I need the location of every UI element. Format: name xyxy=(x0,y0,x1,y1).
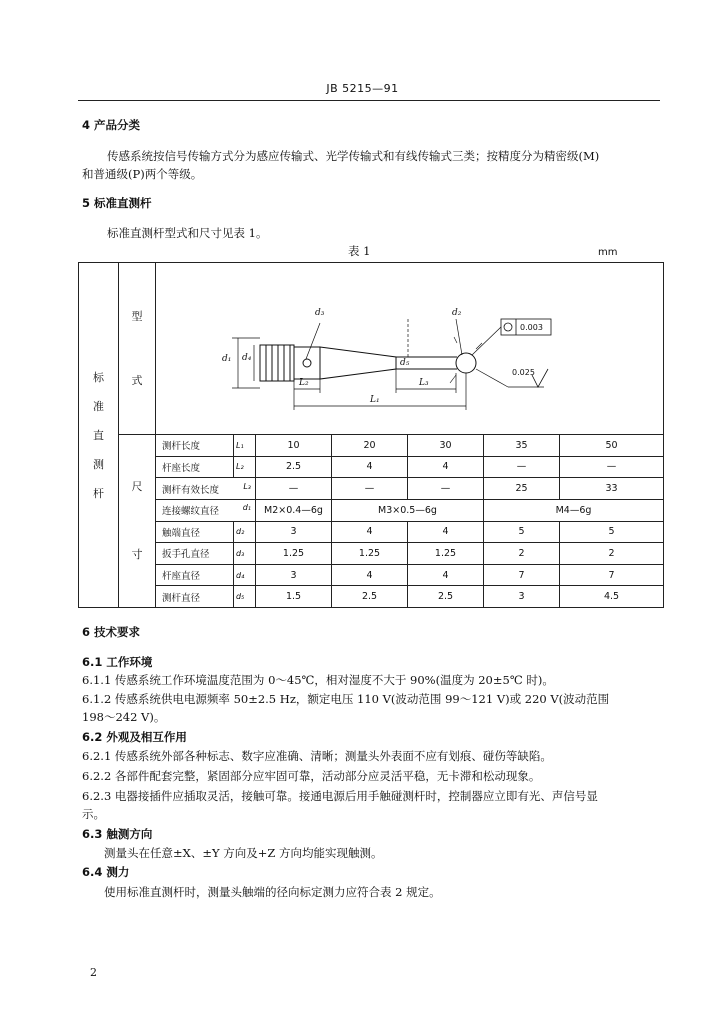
row-label xyxy=(156,478,256,500)
cell: — xyxy=(256,478,332,500)
section-5-heading: 5 标准直测杆 xyxy=(82,196,152,210)
row-symbol: d₄ xyxy=(234,564,256,586)
section-6-2-3-line2: 示。 xyxy=(82,807,105,821)
label-d2: d₂ xyxy=(452,308,462,318)
section-6-4-text: 使用标准直测杆时，测量头触端的径向标定测力应符合表 2 规定。 xyxy=(104,885,441,899)
group-label-cell xyxy=(79,263,119,608)
group-char: 直 xyxy=(93,428,104,442)
cell: 4 xyxy=(408,564,484,586)
label-d3: d₃ xyxy=(315,308,325,318)
cell: 4 xyxy=(408,521,484,543)
standard-number-header: JB 5215—91 xyxy=(326,82,399,95)
cell: 4 xyxy=(332,456,408,478)
section-6-3-text: 测量头在任意±X、±Y 方向及+Z 方向均能实现触测。 xyxy=(104,846,383,860)
cell: M4—6g xyxy=(484,499,664,521)
row-label-text: 测杆有效长度 xyxy=(162,484,220,496)
section-6-2-2: 6.2.2 各部件配套完整，紧固部分应牢固可靠，活动部分应灵活平稳，无卡滞和松动现象。 xyxy=(82,769,541,783)
row-symbol: d₃ xyxy=(234,543,256,565)
section-5-para: 标准直测杆型式和尺寸见表 1。 xyxy=(107,226,268,240)
tolerance-value: 0.003 xyxy=(520,323,543,332)
cell: 4 xyxy=(332,564,408,586)
cell: M3×0.5—6g xyxy=(332,499,484,521)
cell: M2×0.4—6g xyxy=(256,499,332,521)
cell: 33 xyxy=(560,478,664,500)
label-L1: L₁ xyxy=(370,395,380,405)
group-char: 测 xyxy=(93,457,104,471)
cell: 30 xyxy=(408,435,484,457)
row-label: 扳手孔直径 xyxy=(156,543,234,565)
row-symbol: L₂ xyxy=(234,456,256,478)
cell: 3 xyxy=(484,586,560,608)
cell: 10 xyxy=(256,435,332,457)
contact-ball xyxy=(456,353,476,373)
table-1 xyxy=(78,262,664,608)
cell: 3 xyxy=(256,521,332,543)
cell: 35 xyxy=(484,435,560,457)
section-6-2-heading: 6.2 外观及相互作用 xyxy=(82,730,187,744)
label-L3: L₃ xyxy=(419,378,429,388)
cell: 4 xyxy=(408,456,484,478)
row-symbol: L₁ xyxy=(234,435,256,457)
cell: 4 xyxy=(332,521,408,543)
cell: 7 xyxy=(484,564,560,586)
cell: 1.25 xyxy=(408,543,484,565)
seat-section xyxy=(294,347,320,379)
type-char: 型 xyxy=(131,309,143,323)
cell: 2 xyxy=(484,543,560,565)
group-char: 杆 xyxy=(93,486,104,500)
thread-section xyxy=(260,345,294,381)
probe-drawing-cell xyxy=(156,263,664,435)
section-6-2-3-line1: 6.2.3 电器接插件应插取灵活，接触可靠。接通电源后用手触碰测杆时，控制器应立即有光、声信号显 xyxy=(82,789,598,803)
page-number: 2 xyxy=(90,966,97,979)
row-symbol: d₁ xyxy=(242,503,251,513)
cell: — xyxy=(484,456,560,478)
label-d4: d₄ xyxy=(242,353,252,363)
row-label: 测杆直径 xyxy=(156,586,234,608)
cell: — xyxy=(408,478,484,500)
cell: 2 xyxy=(560,543,664,565)
cell: — xyxy=(560,456,664,478)
cell: 5 xyxy=(484,521,560,543)
cell: — xyxy=(332,478,408,500)
cell: 1.25 xyxy=(256,543,332,565)
row-label: 测杆长度 xyxy=(156,435,234,457)
section-4-para-line2: 和普通级(P)两个等级。 xyxy=(82,167,203,181)
section-6-1-2-line1: 6.1.2 传感系统供电电源频率 50±2.5 Hz，额定电压 110 V(波动范围 99～121 V)或 220 V(波动范围 xyxy=(82,692,610,706)
cell: 2.5 xyxy=(332,586,408,608)
row-symbol: L₃ xyxy=(243,481,251,491)
size-char: 寸 xyxy=(131,548,143,561)
cell: 25 xyxy=(484,478,560,500)
row-label: 触端直径 xyxy=(156,521,234,543)
row-label: 杆座长度 xyxy=(156,456,234,478)
section-6-3-heading: 6.3 触测方向 xyxy=(82,827,153,841)
row-label: 杆座直径 xyxy=(156,564,234,586)
row-symbol: d₅ xyxy=(234,586,256,608)
cell: 50 xyxy=(560,435,664,457)
size-char: 尺 xyxy=(131,480,143,493)
type-char: 式 xyxy=(131,373,143,387)
size-label-cell xyxy=(119,435,156,608)
cell: 3 xyxy=(256,564,332,586)
section-6-1-1: 6.1.1 传感系统工作环境温度范围为 0～45℃，相对湿度不大于 90%(温度为 20±5℃ 时)。 xyxy=(82,673,554,687)
section-6-1-2-line2: 198～242 V)。 xyxy=(82,710,166,724)
cell: 1.25 xyxy=(332,543,408,565)
cell: 20 xyxy=(332,435,408,457)
roughness-value: 0.025 xyxy=(512,368,535,377)
row-label-text: 连接螺纹直径 xyxy=(162,506,220,518)
section-4-para-line1: 传感系统按信号传输方式分为感应传输式、光学传输式和有线传输式三类；按精度分为精密级(M) xyxy=(107,149,600,163)
group-char: 标 xyxy=(93,370,104,384)
probe-drawing xyxy=(156,263,663,434)
label-d1: d₁ xyxy=(222,354,232,364)
taper-section xyxy=(320,347,396,379)
row-symbol: d₂ xyxy=(234,521,256,543)
cell: 5 xyxy=(560,521,664,543)
group-char: 准 xyxy=(93,399,104,413)
wrench-hole xyxy=(303,359,311,367)
section-6-1-heading: 6.1 工作环境 xyxy=(82,655,153,669)
table-caption: 表 1 xyxy=(348,244,371,258)
label-d5: d₅ xyxy=(400,358,410,368)
cell: 4.5 xyxy=(560,586,664,608)
type-label-cell xyxy=(119,263,156,435)
cell: 2.5 xyxy=(256,456,332,478)
section-6-heading: 6 技术要求 xyxy=(82,625,141,639)
section-4-heading: 4 产品分类 xyxy=(82,118,141,132)
label-L2: L₂ xyxy=(299,378,309,388)
cell: 1.5 xyxy=(256,586,332,608)
row-label xyxy=(156,499,256,521)
cell: 2.5 xyxy=(408,586,484,608)
cell: 7 xyxy=(560,564,664,586)
section-6-4-heading: 6.4 测力 xyxy=(82,865,130,879)
section-6-2-1: 6.2.1 传感系统外部各种标志、数字应准确、清晰；测量头外表面不应有划痕、碰伤等缺陷。 xyxy=(82,749,552,763)
header-rule xyxy=(78,100,660,101)
table-unit: mm xyxy=(598,247,618,258)
